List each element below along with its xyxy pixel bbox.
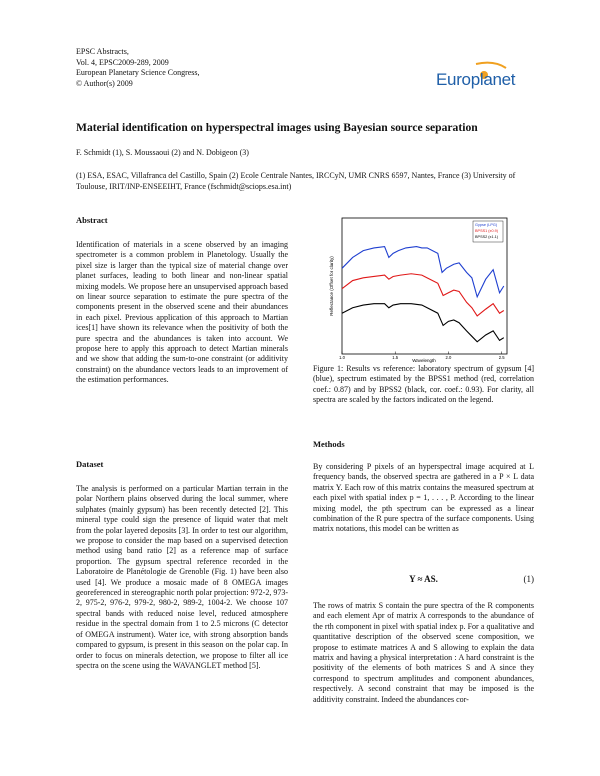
legend-entry: BPSS2 (x1.1)	[475, 235, 499, 239]
legend-entry: Gypse (LPG)	[475, 223, 498, 227]
x-tick-label: 1.5	[392, 355, 399, 360]
x-tick-label: 1.0	[339, 355, 345, 360]
header-line: EPSC Abstracts,	[76, 47, 129, 56]
equation-1	[313, 574, 534, 586]
author-list: F. Schmidt (1), S. Moussaoui (2) and N. Dobigeon (3)	[76, 148, 249, 157]
logo-text: Europlanet	[436, 70, 516, 89]
journal-header	[76, 47, 200, 89]
figure-caption: Figure 1: Results vs reference: laboratory spectrum of gypsum [4] (blue), spectrum estimated by the BPSS1 method (red, correlation coef.: 0.87) and by BPSS2 (black, cor. coef.: 0.93). For clarity, all spectra are scaled by the factors indicated on the legend.	[313, 364, 534, 405]
abstract-heading: Abstract	[76, 215, 108, 225]
equation-number: (1)	[523, 574, 534, 584]
x-tick-label: 2.0	[445, 355, 452, 360]
europlanet-logo	[436, 60, 530, 96]
abstract-text: Identification of materials in a scene observed by an imaging spectrometer is a common problem in Planetology. Usually the pixel size is larger than the typical size of material change over planet surfaces, leading to both linear and non-linear spatial mixing models. We propose here an unsupervised approach based on linear source separation to estimate the pure spectra of the components present in the observed scene and their abundances in each pixel. Previous application of this approach to Martian ices[1] have shown its relevance when the positivity of both the pure spectra and the abundances is taken into account. We propose here to apply this approach to detect Martian minerals and we show that adding the sum-to-one constraint (or additivity constraint) on the abundance vectors leads to an improvement of the estimation performances.	[76, 240, 288, 385]
chart-legend	[473, 221, 503, 242]
legend-entry: BPSS1 (x0.9)	[475, 229, 499, 233]
header-line: © Author(s) 2009	[76, 78, 133, 88]
methods-text-1: By considering P pixels of an hyperspectral image acquired at L frequency bands, the observed spectra are gathered in a P × L data matrix Y. Each row of this matrix contains the measured spectrum at each pixel with spatial index p = 1, . . . , P. According to the linear mixing model, the pth spectrum can be expressed as a linear combination of the R pure spectra of the surface components. Using matrix notations, this model can be written as	[313, 462, 534, 534]
spectra-chart	[313, 214, 535, 364]
paper-title: Material identification on hyperspectral images using Bayesian source separation	[76, 121, 478, 134]
equation-body: Y ≈ AS.	[409, 574, 438, 584]
methods-text-2: The rows of matrix S contain the pure spectra of the R components and each element Apr of matrix A corresponds to the abundance of the rth component in pixel with spatial index p. For a qualitative and quantitative description of the observed scene composition, we propose to estimate matrices A and S allowing to explain the data matrix and having a physical interpretation : A hard constraint is the positivity of the elements of both matrices S and A since they correspond to spectrum amplitudes and component abundances, respectively. A second constraint that may be imposed is the additivity constraint. Indeed the abundances cor-	[313, 601, 534, 704]
x-axis-label: Wavelength	[412, 358, 436, 363]
header-line: European Planetary Science Congress,	[76, 68, 200, 77]
dataset-heading: Dataset	[76, 459, 104, 469]
spectra-figure	[313, 214, 535, 364]
y-axis-label: Reflectance (Offset for clarity)	[329, 256, 334, 316]
affiliations: (1) ESA, ESAC, Villafranca del Castillo, Spain (2) Ecole Centrale Nantes, IRCCyN, UMR CNRS 6597, Nantes, France (3) University of Toulouse, IRIT/INP-ENSEEIHT, France (fschmidt@sciops.esa.int)	[76, 171, 516, 191]
methods-heading: Methods	[313, 439, 345, 449]
header-line: Vol. 4, EPSC2009-289, 2009	[76, 57, 169, 67]
dataset-text: The analysis is performed on a particular Martian terrain in the polar Northern plains observed during the local summer, where sulphates (mainly gypsum) has been recently detected [2]. This mineral type could sign the presence of liquid water that melt from the polar layered deposits [3]. In order to test our algorithm, we propose to consider the map based on a supervised detection method using band ratio [2] as a reference map of surface proportion. The gypsum spectral reference recorded in the Laboratoire de Planétologie de Grenoble (Fig. 1) have been also used [4]. We produce a mosaic made of 8 OMEGA images georeferenced in stereographic north polar projection: 972-2, 973-2, 975-2, 976-2, 979-2, 980-2, 989-2, 1004-2. We choose 107 spectral bands with reduced noise level, reduced atmosphere residue in the spectral domain from 1 to 2.5 microns (C detector of OMEGA instrument). Water ice, with strong absorption bands compared to gypsum, is present in this season on the polar cap. In order to focus on minerals detection, we propose to filter all ice spectra on the scene using the WAVANGLET method [5].	[76, 484, 288, 670]
x-tick-label: 2.5	[498, 355, 505, 360]
